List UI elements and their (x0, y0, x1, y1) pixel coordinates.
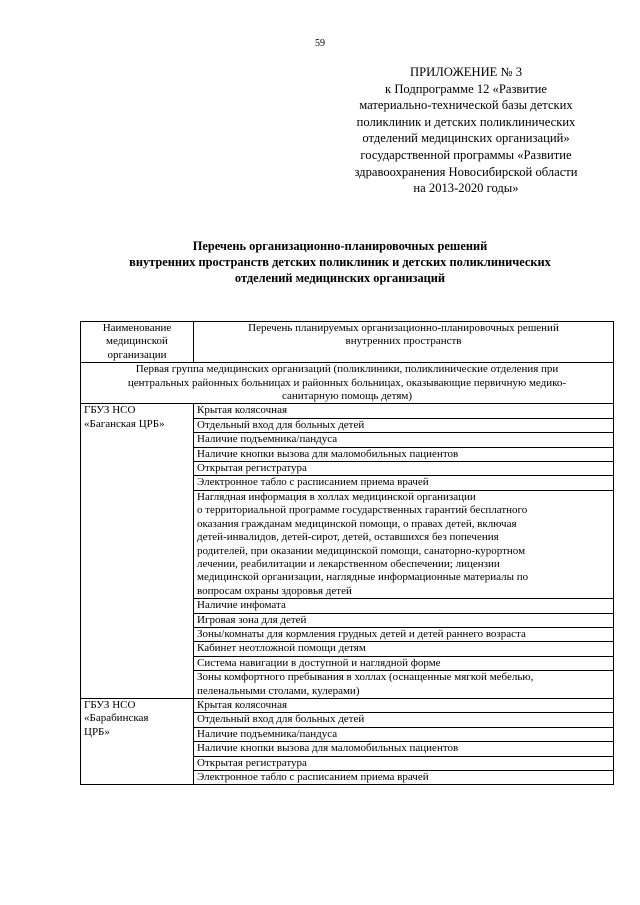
measure-cell (194, 599, 614, 613)
organization-name-cell (81, 698, 194, 784)
title-line: Перечень организационно-планировочных решений (192, 239, 488, 253)
organization-name-cell (81, 404, 194, 699)
appendix-line: отделений медицинских организаций» (362, 131, 570, 146)
group-row (81, 363, 614, 404)
organization-name-line: «Барабинская (84, 712, 149, 725)
measure-line: оказания гражданам медицинской помощи, о правах детей, включая (197, 517, 517, 530)
header-line: Наименование (102, 322, 172, 334)
header-line: Перечень планируемых организационно-планировочных решений (248, 322, 559, 334)
table-row (81, 698, 614, 712)
measure-cell (194, 756, 614, 770)
measure-line: детей-инвалидов, детей-сирот, детей, оставшихся без попечения (197, 531, 499, 544)
appendix-block (330, 64, 602, 197)
measure-line: Открытая регистратура (197, 462, 307, 475)
group-line: Первая группа медицинских организаций (поликлиники, поликлинические отделения при (135, 363, 559, 376)
measure-line: о территориальной программе государственных гарантий бесплатного (197, 504, 528, 517)
measure-cell (194, 613, 614, 627)
measure-cell (194, 742, 614, 756)
header-organization (81, 322, 194, 363)
header-line: медицинской (106, 335, 168, 348)
group-cell (81, 363, 614, 404)
measure-cell (194, 727, 614, 741)
appendix-line: к Подпрограмме 12 «Развитие (385, 81, 547, 96)
measure-line: родителей, при оказании медицинской помощи, санаторно-курортном (197, 544, 526, 557)
measure-line: лечении, реабилитации и лекарственном обеспечении; лицензии (197, 557, 500, 570)
measure-cell (194, 627, 614, 641)
measure-cell (194, 404, 614, 418)
measure-line: Электронное табло с расписанием приема врачей (197, 771, 429, 783)
measure-line: Отдельный вход для больных детей (197, 713, 365, 726)
header-line: организации (107, 348, 167, 361)
measure-line: Система навигации в доступной и наглядной форме (197, 656, 441, 669)
title-line: внутренних пространств детских поликлиник и детских поликлинических (129, 255, 551, 270)
organization-name-line: ГБУЗ НСО (84, 404, 136, 417)
measure-line: Игровая зона для детей (197, 613, 307, 626)
measure-cell (194, 698, 614, 712)
measure-line: Зоны/комнаты для кормления грудных детей и детей раннего возраста (197, 627, 526, 640)
measure-cell (194, 433, 614, 447)
measure-cell (194, 656, 614, 670)
organization-name-line: ЦРБ» (84, 725, 110, 738)
measure-line: Зоны комфортного пребывания в холлах (оснащенные мягкой мебелью, (197, 671, 534, 684)
measure-cell (194, 771, 614, 785)
measure-line: Электронное табло с расписанием приема врачей (197, 476, 429, 489)
measure-cell (194, 713, 614, 727)
table-header-row (81, 322, 614, 363)
appendix-line: государственной программы «Развитие (360, 147, 572, 162)
measure-cell (194, 476, 614, 490)
measure-cell (194, 418, 614, 432)
measure-line: Наличие подъемника/пандуса (197, 433, 338, 446)
measure-cell (194, 671, 614, 699)
measure-line: Наличие кнопки вызова для маломобильных пациентов (197, 742, 459, 755)
measure-line: пеленальными столами, кулерами) (197, 684, 360, 697)
appendix-line: ПРИЛОЖЕНИЕ № 3 (410, 65, 522, 79)
table-body (81, 363, 614, 785)
document-title (60, 238, 620, 287)
measure-cell (194, 642, 614, 656)
measure-line: Открытая регистратура (197, 756, 307, 769)
measure-line: Крытая колясочная (197, 404, 288, 417)
measure-line: Наличие инфомата (197, 599, 286, 612)
header-line: внутренних пространств (345, 335, 462, 348)
measure-line: медицинской организации, наглядные информационные материалы по (197, 571, 529, 584)
organization-name-line: ГБУЗ НСО (84, 698, 136, 711)
header-measures (194, 322, 614, 363)
page-number: 59 (315, 38, 325, 49)
appendix-line: материально-технической базы детских (359, 98, 573, 113)
group-line: центральных районных больницах и районных больницах, оказывающие первичную медико- (127, 376, 567, 389)
measure-cell (194, 447, 614, 461)
organization-name-line: «Баганская ЦРБ» (84, 417, 165, 430)
appendix-line: на 2013-2020 годы» (413, 181, 519, 196)
measure-line: Наличие кнопки вызова для маломобильных пациентов (197, 447, 459, 460)
measure-line: Наглядная информация в холлах медицинской организации (197, 490, 476, 503)
measure-line: вопросам охраны здоровья детей (197, 584, 352, 597)
table-row (81, 404, 614, 418)
title-line: отделений медицинских организаций (234, 271, 446, 286)
measure-line: Наличие подъемника/пандуса (197, 727, 338, 740)
measures-table (80, 321, 614, 785)
measure-cell (194, 490, 614, 598)
measure-line: Крытая колясочная (197, 698, 288, 711)
appendix-line: поликлиник и детских поликлинических (356, 114, 576, 129)
measure-cell (194, 462, 614, 476)
group-line: санитарную помощь детям) (281, 390, 413, 403)
measure-line: Кабинет неотложной помощи детям (197, 642, 366, 655)
appendix-line: здравоохранения Новосибирской области (354, 164, 578, 179)
measure-line: Отдельный вход для больных детей (197, 418, 365, 431)
